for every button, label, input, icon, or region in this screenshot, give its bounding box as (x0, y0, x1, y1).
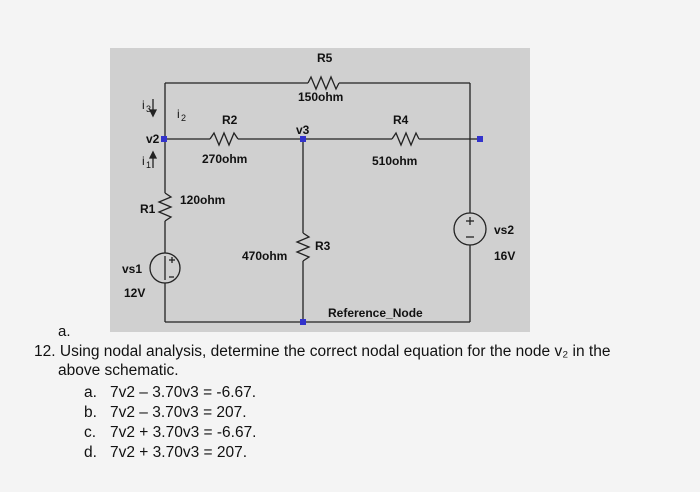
option-letter: c. (84, 423, 97, 441)
question-number: 12. (34, 343, 56, 360)
question-text (34, 342, 694, 380)
label-vs2: vs2 (494, 223, 515, 237)
label-i2-sub: 2 (181, 113, 187, 123)
question-text-line2: above schematic. (58, 362, 179, 379)
option-text: 7v2 + 3.70v3 = -6.67. (110, 423, 257, 441)
label-r5: R5 (317, 51, 333, 65)
answer-option-d[interactable] (84, 442, 257, 462)
option-text: 7v2 – 3.70v3 = -6.67. (110, 383, 257, 401)
label-v2: v2 (146, 132, 160, 146)
answer-option-b[interactable] (84, 402, 257, 422)
node-right (477, 136, 483, 142)
question-text-line1: Using nodal analysis, determine the correct nodal equation for the node v₂ in the (59, 343, 611, 360)
label-vs1-value: 12V (124, 286, 146, 300)
option-letter: b. (84, 403, 97, 421)
label-r3: R3 (315, 239, 331, 253)
node-v2 (161, 136, 167, 142)
label-i1-sub: 1 (146, 160, 152, 170)
option-letter: a. (84, 383, 97, 401)
circuit-schematic (110, 48, 530, 332)
label-vs2-value: 16V (494, 249, 516, 263)
label-i3: i (142, 98, 145, 112)
label-reference-node: Reference_Node (328, 306, 423, 320)
option-letter: d. (84, 443, 97, 461)
answer-option-a[interactable] (84, 382, 257, 402)
label-r2: R2 (222, 113, 238, 127)
circuit-diagram (110, 48, 530, 332)
label-i2: i (177, 107, 180, 121)
resistor-r2 (210, 133, 238, 145)
label-v3: v3 (296, 123, 310, 137)
answer-options (84, 382, 257, 462)
option-text: 7v2 + 3.70v3 = 207. (110, 443, 248, 461)
resistor-r3 (297, 233, 309, 261)
resistor-r4 (392, 133, 419, 145)
answer-option-c[interactable] (84, 422, 257, 442)
label-vs1: vs1 (122, 262, 143, 276)
label-r2-value: 270ohm (202, 152, 248, 166)
resistor-r1 (159, 193, 171, 221)
current-arrow-i1-head (150, 152, 156, 158)
label-r4: R4 (393, 113, 409, 127)
label-r5-value: 150ohm (298, 90, 344, 104)
question-part-letter: a. (58, 323, 71, 340)
label-r4-value: 510ohm (372, 154, 418, 168)
label-r1: R1 (140, 202, 156, 216)
resistor-r5 (308, 77, 339, 89)
option-text: 7v2 – 3.70v3 = 207. (110, 403, 247, 421)
label-i1: i (142, 154, 145, 168)
label-r3-value: 470ohm (242, 249, 288, 263)
label-i3-sub: 3 (146, 104, 152, 114)
node-reference (300, 319, 306, 325)
label-r1-value: 120ohm (180, 193, 226, 207)
